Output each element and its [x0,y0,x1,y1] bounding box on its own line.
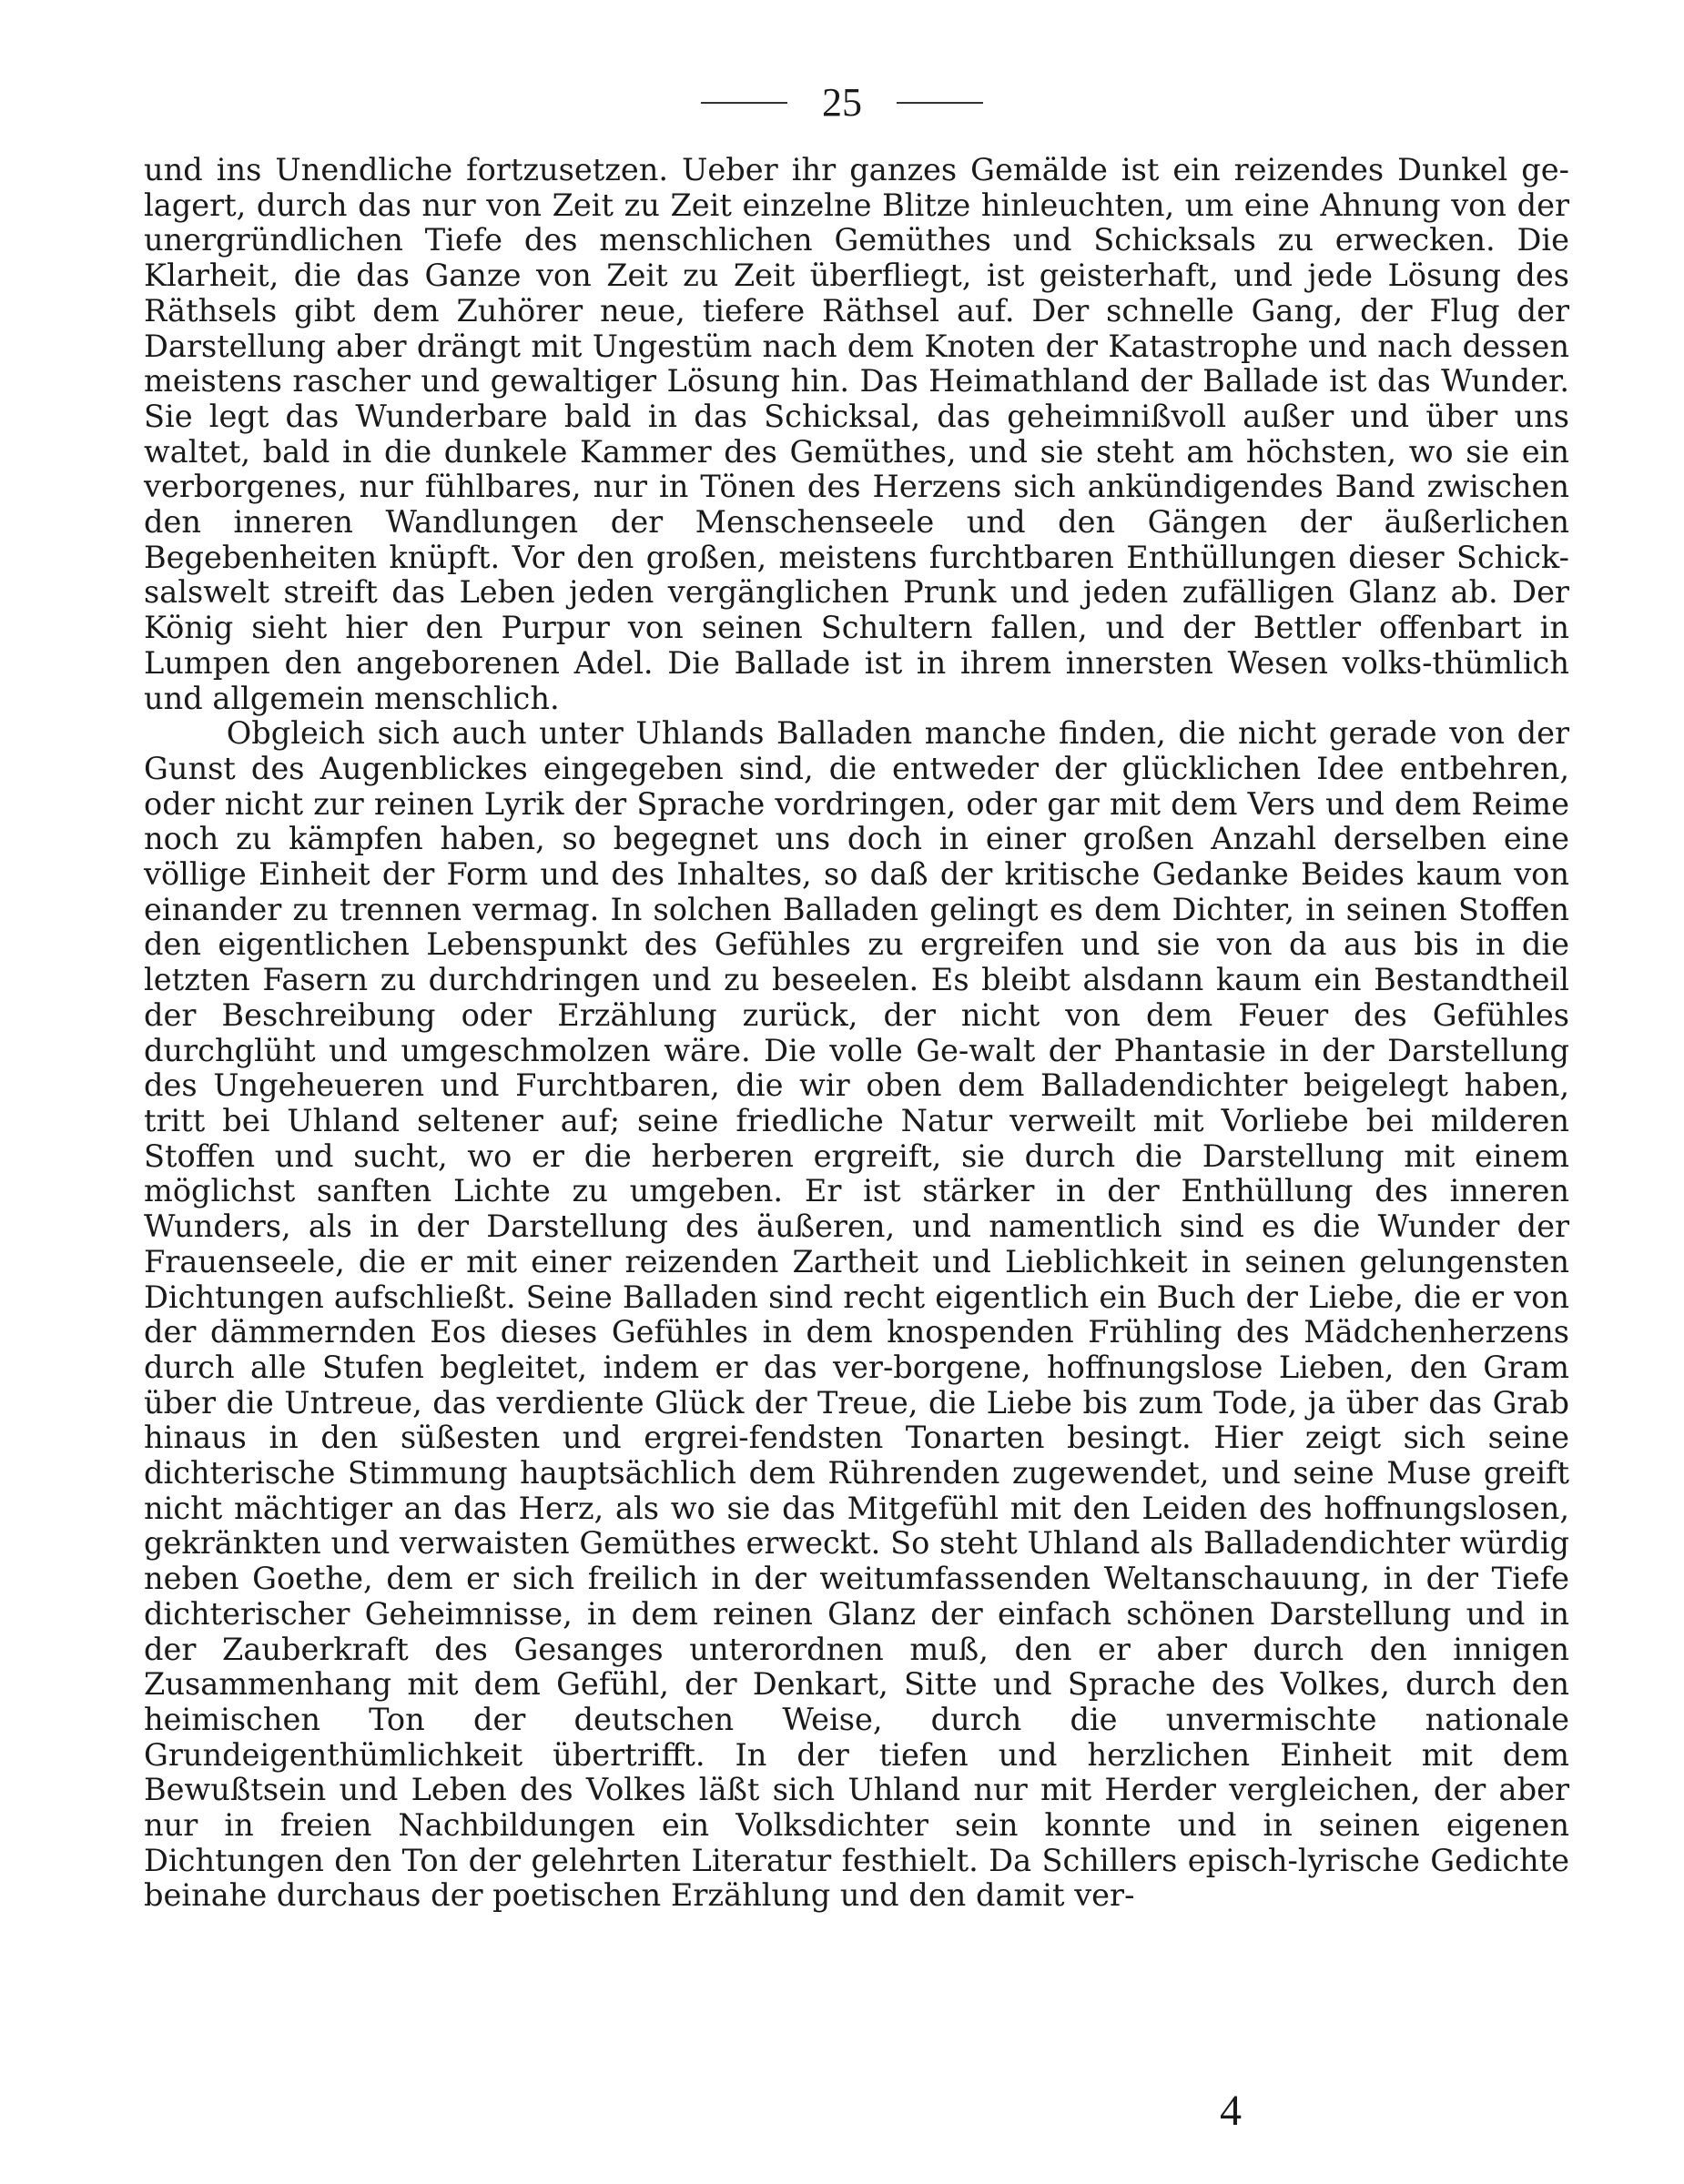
page-header [0,80,1684,126]
paragraph-uhland-balladen: Obgleich sich auch unter Uhlands Balladen manche finden, die nicht gerade von der Gunst des Augenblickes eingegeben sind, die entweder der glücklichen Idee entbehren, oder nicht zur reinen Lyrik der Sprache vordringen, oder gar mit dem Vers und dem Reime noch zu kämpfen haben, so begegnet uns doch in einer großen Anzahl derselben eine völlige Einheit der Form und des Inhaltes, so daß der kritische Gedanke Beides kaum von einander zu trennen vermag. In solchen Balladen gelingt es dem Dichter, in seinen Stoffen den eigentlichen Lebenspunkt des Gefühles zu ergreifen und sie von da aus bis in die letzten Fasern zu durchdringen und zu beseelen. Es bleibt alsdann kaum ein Bestandtheil der Beschreibung oder Erzählung zurück, der nicht von dem Feuer des Gefühles durchglüht und umgeschmolzen wäre. Die volle Ge-walt der Phantasie in der Darstellung des Ungeheueren und Furchtbaren, die wir oben dem Balladendichter beigelegt haben, tritt bei Uhland seltener auf; seine friedliche Natur verweilt mit Vorliebe bei milderen Stoffen und sucht, wo er die herberen ergreift, sie durch die Darstellung mit einem möglichst sanften Lichte zu umgeben. Er ist stärker in der Enthüllung des inneren Wunders, als in der Darstellung des äußeren, und namentlich sind es die Wunder der Frauenseele, die er mit einer reizenden Zartheit und Lieblichkeit in seinen gelungensten Dichtungen aufschließt. Seine Balladen sind recht eigentlich ein Buch der Liebe, die er von der dämmernden Eos dieses Gefühles in dem knospenden Frühling des Mädchenherzens durch alle Stufen begleitet, indem er das ver-borgene, hoffnungslose Lieben, den Gram über die Untreue, das verdiente Glück der Treue, die Liebe bis zum Tode, ja über das Grab hinaus in den süßesten und ergrei-fendsten Tonarten besingt. Hier zeigt sich seine dichterische Stimmung hauptsächlich dem Rührenden zugewendet, und seine Muse greift nicht mächtiger an das Herz, als wo sie das Mitgefühl mit den Leiden des hoffnungslosen, gekränkten und verwaisten Gemüthes erweckt. So steht Uhland als Balladendichter würdig neben Goethe, dem er sich freilich in der weitumfassenden Weltanschauung, in der Tiefe dichterischer Geheimnisse, in dem reinen Glanz der einfach schönen Darstellung und in der Zauberkraft des Gesanges unterordnen muß, den er aber durch den innigen Zusammenhang mit dem Gefühl, der Denkart, Sitte und Sprache des Volkes, durch den heimischen Ton der deutschen Weise, durch die unvermischte nationale Grundeigenthümlichkeit übertrifft. In der tiefen und herzlichen Einheit mit dem Bewußtsein und Leben des Volkes läßt sich Uhland nur mit Herder vergleichen, der aber nur in freien Nachbildungen ein Volksdichter sein konnte und in seinen eigenen Dichtungen den Ton der gelehrten Literatur festhielt. Da Schillers episch-lyrische Gedichte beinahe durchaus der poetischen Erzählung und den damit ver- [144,715,1569,1914]
header-rule-right [897,102,983,104]
header-rule-left [701,102,787,104]
signature-mark: 4 [1220,2087,1242,2135]
page-number: 25 [822,80,862,125]
paragraph-continued: und ins Unendliche fortzusetzen. Ueber ihr ganzes Gemälde ist ein reizendes Dunkel ge-lagert, durch das nur von Zeit zu Zeit einzelne Blitze hinleuchten, um eine Ahnung von der unergründlichen Tiefe des menschlichen Gemüthes und Schicksals zu erwecken. Die Klarheit, die das Ganze von Zeit zu Zeit überfliegt, ist geisterhaft, und jede Lösung des Räthsels gibt dem Zuhörer neue, tiefere Räthsel auf. Der schnelle Gang, der Flug der Darstellung aber drängt mit Ungestüm nach dem Knoten der Katastrophe und nach dessen meistens rascher und gewaltiger Lösung hin. Das Heimathland der Ballade ist das Wunder. Sie legt das Wunderbare bald in das Schicksal, das geheimnißvoll außer und über uns waltet, bald in die dunkele Kammer des Gemüthes, und sie steht am höchsten, wo sie ein verborgenes, nur fühlbares, nur in Tönen des Herzens sich ankündigendes Band zwischen den inneren Wandlungen der Menschenseele und den Gängen der äußerlichen Begebenheiten knüpft. Vor den großen, meistens furchtbaren Enthüllungen dieser Schick-salswelt streift das Leben jeden vergänglichen Prunk und jeden zufälligen Glanz ab. Der König sieht hier den Purpur von seinen Schultern fallen, und der Bettler offenbart in Lumpen den angeborenen Adel. Die Ballade ist in ihrem innersten Wesen volks-thümlich und allgemein menschlich. [144,152,1569,716]
page-body [144,153,1569,2082]
